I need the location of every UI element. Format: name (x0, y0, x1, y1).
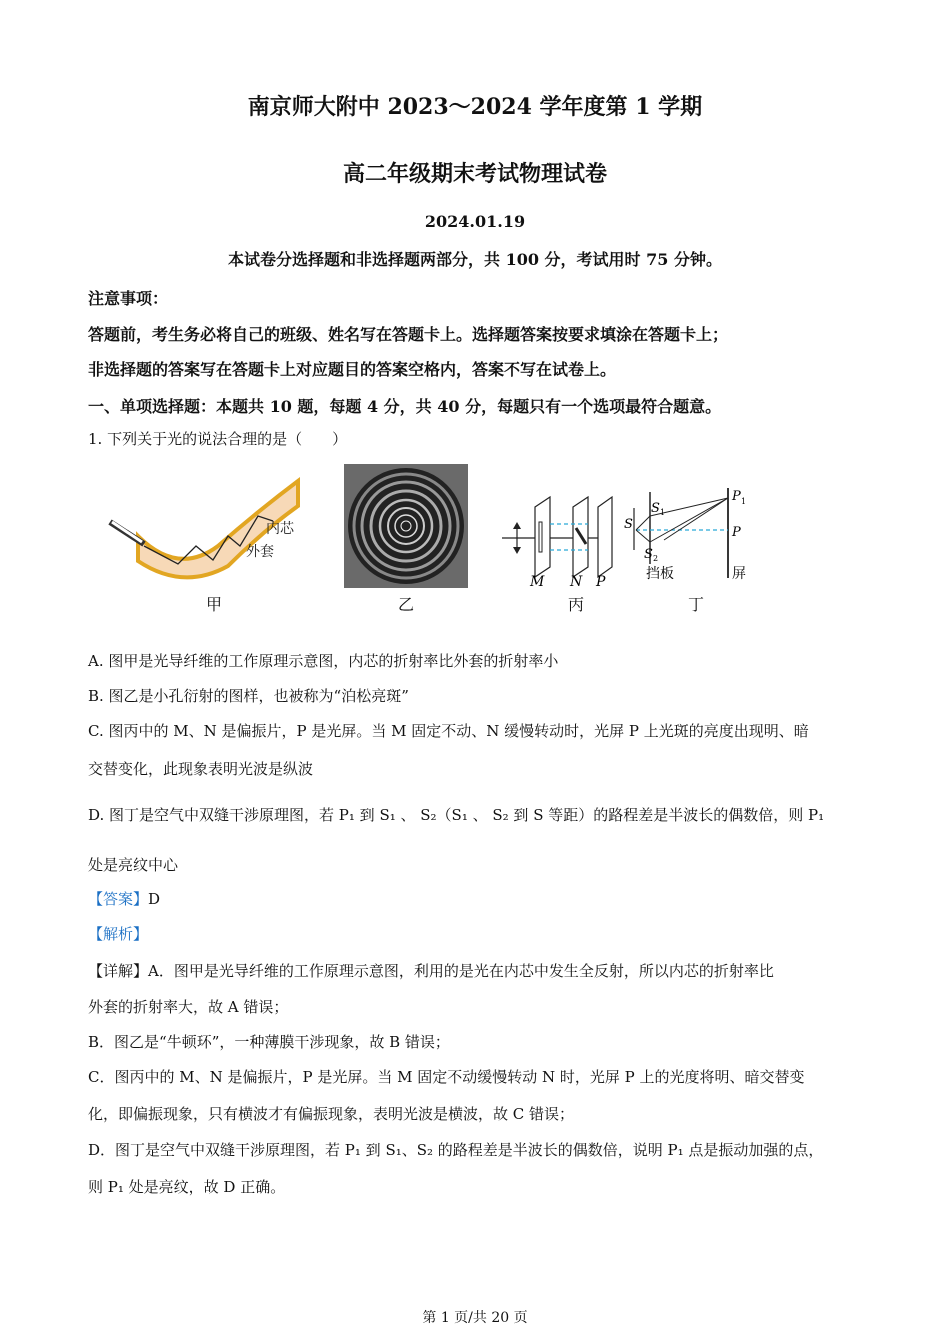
option-c-line-2: 交替变化，此现象表明光波是纵波 (88, 760, 314, 778)
label-p1: P (732, 489, 741, 504)
notice-heading: 注意事项： (88, 289, 169, 308)
exam-subtitle: 高二年级期末考试物理试卷 (342, 161, 607, 187)
answer-row (88, 888, 160, 909)
notice-line-2: 非选择题的答案写在答题卡上对应题目的答案空格内，答案不写在试卷上。 (88, 360, 617, 379)
label-screen: 屏 (732, 566, 746, 582)
label-p-screen: P (732, 525, 741, 540)
label-n: N (570, 574, 583, 590)
explanation-d-line-1: D．图丁是空气中双缝干涉原理图，若 P₁ 到 S₁、S₂ 的路程差是半波长的偶数倍，说明 P₁ 点是振动加强的点， (88, 1141, 824, 1159)
svg-text:1: 1 (660, 508, 666, 517)
question-stem: 1. 下列关于光的说法合理的是（ ） (88, 430, 348, 448)
exam-date: 2024.01.19 (424, 212, 526, 231)
figure-bing-polarizers (500, 492, 620, 592)
label-s1: S (651, 501, 660, 516)
exam-title: 南京师大附中 2023～2024 学年度第 1 学期 (247, 94, 703, 120)
figure-jia-fiber (108, 466, 308, 586)
label-s: S (624, 517, 633, 532)
option-d-line-1: D. 图丁是空气中双缝干涉原理图，若 P₁ 到 S₁ 、 S₂（S₁ 、 S₂ 到 S 等距）的路程差是半波长的偶数倍，则 P₁ (88, 806, 825, 824)
label-s2: S (644, 547, 653, 562)
label-core: 内芯 (266, 521, 294, 537)
explanation-c-line-1: C．图丙中的 M、N 是偏振片，P 是光屏。当 M 固定不动缓慢转动 N 时，光屏 P 上的光度将明、暗交替变 (88, 1068, 805, 1086)
explanation-d-line-2: 则 P₁ 处是亮纹，故 D 正确。 (88, 1178, 286, 1196)
figure-ding-double-slit (624, 486, 784, 586)
page-number: 第 1 页/共 20 页 (422, 1310, 528, 1326)
explanation-b: B．图乙是“牛顿环”，一种薄膜干涉现象，故 B 错误； (88, 1033, 450, 1051)
answer-value: D (148, 890, 161, 908)
notice-line-1: 答题前，考生务必将自己的班级、姓名写在答题卡上。选择题答案按要求填涂在答题卡上； (88, 325, 729, 344)
label-board: 挡板 (646, 566, 674, 582)
section-heading: 一、单项选择题：本题共 10 题，每题 4 分，共 40 分，每题只有一个选项最符合题意。 (88, 397, 722, 416)
answer-label: 【答案】 (88, 890, 149, 908)
option-a: A. 图甲是光导纤维的工作原理示意图，内芯的折射率比外套的折射率小 (88, 652, 559, 670)
option-c-line-1: C. 图丙中的 M、N 是偏振片，P 是光屏。当 M 固定不动、N 缓慢转动时，光屏 P 上光斑的亮度出现明、暗 (88, 722, 809, 740)
analysis-label: 【解析】 (88, 925, 149, 943)
figure-bing-caption: 丙 (567, 595, 584, 614)
exam-intro: 本试卷分选择题和非选择题两部分，共 100 分，考试用时 75 分钟。 (228, 250, 722, 269)
label-m: M (530, 574, 545, 590)
option-d-line-2: 处是亮纹中心 (88, 856, 179, 874)
explanation-a-line-2: 外套的折射率大，故 A 错误； (88, 998, 289, 1016)
svg-text:1: 1 (741, 497, 747, 506)
figure-jia-caption: 甲 (205, 595, 222, 614)
figure-ding-caption: 丁 (687, 595, 704, 614)
option-b: B. 图乙是小孔衍射的图样，也被称为“泊松亮斑” (88, 687, 409, 705)
explanation-c-line-2: 化，即偏振现象，只有横波才有偏振现象，表明光波是横波，故 C 错误； (88, 1105, 575, 1123)
figure-yi-caption: 乙 (397, 595, 414, 614)
label-clad: 外套 (246, 544, 274, 560)
figure-yi-rings (344, 464, 468, 588)
svg-text:2: 2 (653, 554, 659, 563)
explanation-a-line-1: 【详解】A．图甲是光导纤维的工作原理示意图，利用的是光在内芯中发生全反射，所以内芯的折射率比 (88, 962, 774, 980)
label-p: P (596, 574, 606, 590)
